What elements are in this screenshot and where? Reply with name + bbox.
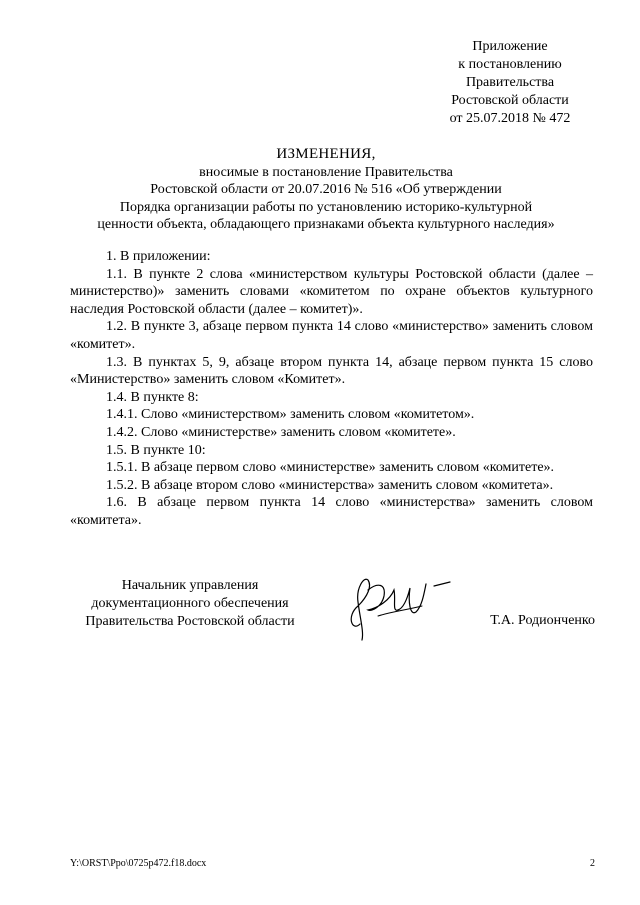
body-paragraph: 1.4.2. Слово «министерстве» заменить словом «комитете».	[106, 424, 456, 440]
heading-line: Порядка организации работы по установлению историко-культурной	[119, 199, 533, 215]
footer-file-path: Y:\ORST\Ppo\0725p472.f18.docx	[70, 858, 207, 869]
handwritten-signature	[338, 566, 458, 646]
signatory-position	[60, 577, 320, 631]
body-paragraph: 1. В приложении:	[106, 249, 211, 264]
appendix-line: к постановлению	[458, 57, 562, 72]
signatory-name: Т.А. Родионченко	[490, 613, 595, 628]
appendix-block	[420, 38, 600, 128]
document-title: ИЗМЕНЕНИЯ,	[276, 146, 376, 162]
body-paragraph: 1.6. В абзаце первом пункта 14 слово «министерства» заменить словом «комитета».	[70, 495, 593, 528]
page-number: 2	[590, 858, 595, 869]
document-heading	[60, 146, 592, 234]
heading-line: вносимые в постановление Правительства	[199, 164, 453, 180]
appendix-line: от 25.07.2018 № 472	[449, 111, 571, 126]
body-paragraph: 1.4.1. Слово «министерством» заменить словом «комитетом».	[106, 407, 475, 423]
body-paragraph: 1.1. В пункте 2 слова «министерством культуры Ростовской области (далее – министерство)» заменить словами «комитетом по охране объектов культурного наследия Ростовской области (далее – комитет)».	[70, 266, 593, 317]
body-paragraph: 1.3. В пунктах 5, 9, абзаце втором пункта 14, абзаце первом пункта 15 слово «Министерство» заменить словом «Комитет».	[70, 354, 593, 388]
heading-line: ценности объекта, обладающего признаками объекта культурного наследия»	[97, 217, 555, 232]
appendix-line: Приложение	[472, 39, 548, 54]
appendix-line: Ростовской области	[451, 93, 569, 108]
signatory-position-line: Правительства Ростовской области	[85, 614, 295, 629]
body-paragraph: 1.5. В пункте 10:	[106, 442, 206, 458]
body-paragraph: 1.4. В пункте 8:	[106, 389, 199, 405]
document-body	[70, 248, 593, 530]
body-paragraph: 1.2. В пункте 3, абзаце первом пункта 14 слово «министерство» заменить словом «комитет».	[70, 319, 593, 352]
appendix-line: Правительства	[465, 75, 555, 90]
body-paragraph: 1.5.1. В абзаце первом слово «министерстве» заменить словом «комитете».	[106, 460, 555, 476]
heading-line: Ростовской области от 20.07.2016 № 516 «Об утверждении	[150, 182, 502, 197]
signatory-position-line: Начальник управления	[121, 578, 259, 593]
body-paragraph: 1.5.2. В абзаце втором слово «министерства» заменить словом «комитета».	[106, 477, 554, 493]
signatory-position-line: документационного обеспечения	[91, 596, 289, 611]
